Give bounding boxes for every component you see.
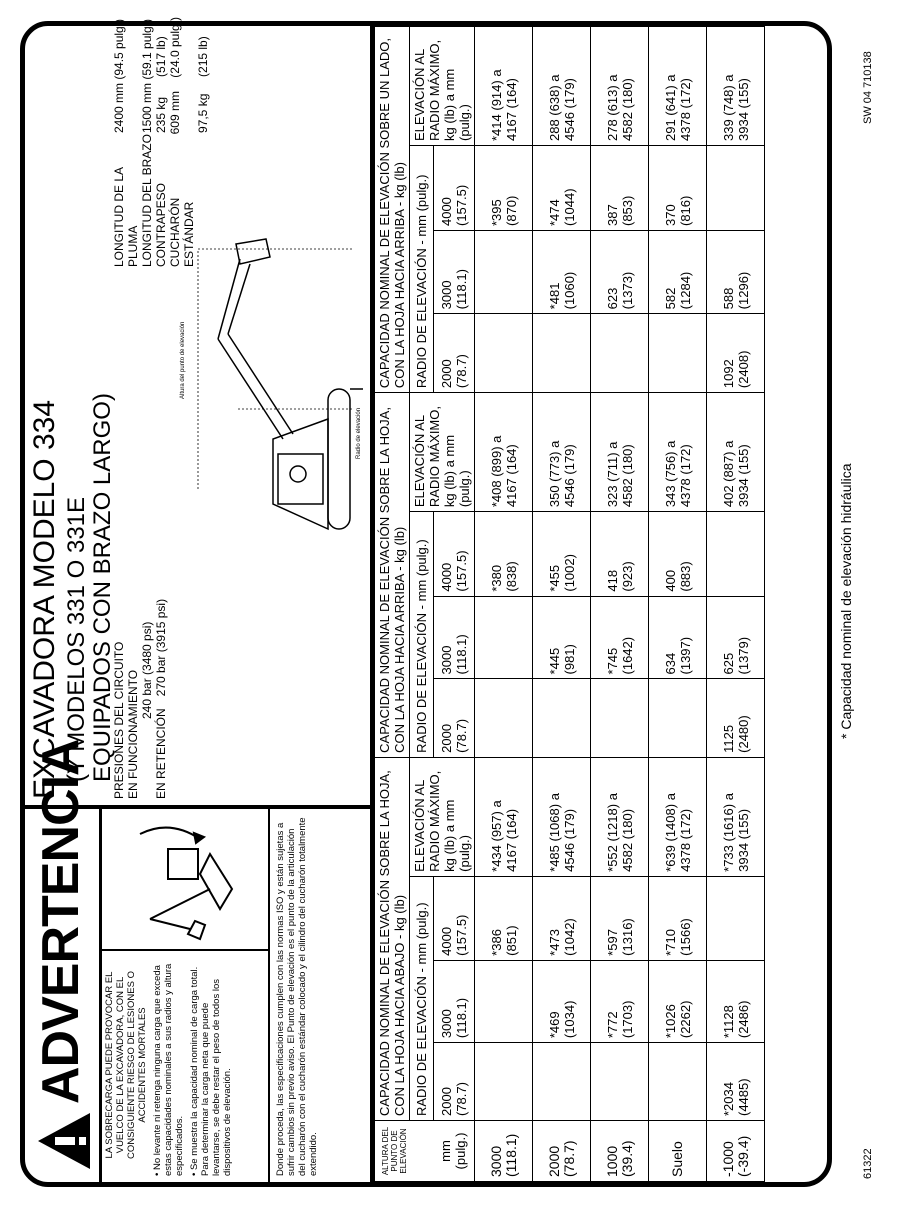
capacity-cell [533, 679, 591, 757]
radius-header: 3000 (118.1) [433, 231, 474, 314]
radius-header: 4000 (157.5) [433, 146, 474, 231]
radius-label-1: RADIO DE ELEVACIÓN - mm (pulg.) [410, 876, 434, 1120]
capacity-cell: 339 (748) a 3934 (155) [707, 27, 765, 146]
capacity-cell [591, 679, 649, 757]
capacity-cell: *395 (870) [475, 146, 533, 231]
height-col-title: ALTURA DEL PUNTO DE ELEVACIÓN mm (pulg.) [375, 1121, 475, 1182]
footnote: * Capacidad nominal de elevación hidráulica [838, 463, 854, 739]
capacity-cell: *710 (1566) [649, 876, 707, 960]
warning-triangle-icon [35, 1110, 93, 1172]
capacity-cell: 625 (1379) [707, 596, 765, 679]
capacity-cell: *386 (851) [475, 876, 533, 960]
radius-label-3: RADIO DE ELEVACIÓN - mm (pulg.) [410, 146, 434, 393]
tipping-excavator-icon [100, 809, 266, 949]
warning-header [25, 739, 102, 1182]
capacity-cell: 400 (883) [649, 512, 707, 597]
capacity-cell: *408 (899) a 4167 (164) [475, 393, 533, 512]
holding-value: 270 bar (3915 psi) [154, 598, 168, 697]
warning-intro: LA SOBRECARGA PUEDE PROVOCAR EL VUELCO DE LA EXCAVADORA, CON EL CONSIGUIENTE RIESGO DE LESIONES O ACCIDENTES MORTALES [104, 971, 148, 1159]
capacity-cell: 370 (816) [649, 146, 707, 231]
group-1-header: CAPACIDAD NOMINAL DE ELEVACIÓN SOBRE LA HOJA, CON LA HOJA HACIA ABAJO - kg (lb) [375, 757, 410, 1120]
capacity-cell [707, 146, 765, 231]
capacity-cell: *380 (838) [475, 512, 533, 597]
spec-label: LONGITUD DE LA PLUMA [112, 167, 140, 267]
operating-value: 240 bar (3480 psi) [140, 621, 154, 719]
capacity-cell: *481 (1060) [533, 231, 591, 314]
spec-value: 2400 mm (94.5 pulg.) [112, 18, 126, 133]
height-cell: 3000 (118.1) [475, 1121, 533, 1182]
capacity-table [374, 26, 765, 1182]
spec-value: 235 kg (517 lb) [154, 36, 168, 133]
capacity-cell: *745 (1642) [591, 596, 649, 679]
title-main: EXCAVADORA MODELO 334 [28, 399, 61, 799]
capacity-cell: *474 (1044) [533, 146, 591, 231]
pressures-label: PRESIONES DEL CIRCUITO [112, 641, 126, 799]
spec-value: 97,5 kg (215 lb) [196, 36, 210, 133]
height-cell: 1000 (39.4) [591, 1121, 649, 1182]
capacity-cell: 323 (711) a 4582 (180) [591, 393, 649, 512]
height-unit: mm (pulg.) [438, 1132, 468, 1170]
radius-label-2: RADIO DE ELEVACIÓN - mm (pulg.) [410, 512, 434, 758]
capacity-cell: 350 (773) a 4546 (179) [533, 393, 591, 512]
capacity-cell [475, 314, 533, 393]
capacity-cell [475, 596, 533, 679]
spec-label: CUCHARÓN ESTÁNDAR [168, 197, 196, 267]
capacity-cell: *469 (1034) [533, 960, 591, 1042]
table-row [475, 27, 533, 1182]
capacity-cell: 402 (887) a 3934 (155) [707, 393, 765, 512]
capacity-cell: *1128 (2486) [707, 960, 765, 1042]
diagram-height-label: Altura del punto de elevación [180, 321, 186, 399]
capacity-cell: 291 (641) a 4378 (172) [649, 27, 707, 146]
spec-value: 1500 mm (59.1 pulg.) [140, 18, 154, 133]
rollover-illustration [100, 807, 270, 951]
capacity-cell: 588 (1296) [707, 231, 765, 314]
spec-value: 609 mm (24.0 pulg.) [168, 17, 182, 135]
radius-header: 4000 (157.5) [433, 876, 474, 960]
title-sub-1: (Y MODELOS 331 O 331E [63, 496, 90, 782]
max-label-3: ELEVACIÓN AL RADIO MÁXIMO, kg (lb) a mm (pulg.) [410, 27, 475, 146]
capacity-cell [533, 314, 591, 393]
warning-bullet-1: • No levante ni retenga ninguna carga que exceda estas capacidades nominales a sus radios y altura especificados. [152, 963, 185, 1176]
capacity-cell: *2034 (4485) [707, 1043, 765, 1121]
radius-header: 2000 (78.7) [433, 1043, 474, 1121]
capacity-cell: *473 (1042) [533, 876, 591, 960]
spec-label [196, 133, 210, 267]
height-cell: 2000 (78.7) [533, 1121, 591, 1182]
capacity-cell [591, 1043, 649, 1121]
capacity-cell: 278 (613) a 4582 (180) [591, 27, 649, 146]
radius-header: 3000 (118.1) [433, 960, 474, 1042]
capacity-cell: *597 (1316) [591, 876, 649, 960]
capacity-cell [649, 314, 707, 393]
capacity-cell [707, 512, 765, 597]
capacity-cell [591, 314, 649, 393]
height-cell: Suelo [649, 1121, 707, 1182]
holding-label: EN RETENCIÓN [154, 708, 168, 799]
capacity-cell [475, 960, 533, 1042]
left-code: 61322 [862, 1148, 874, 1179]
radius-header: 2000 (78.7) [433, 314, 474, 393]
capacity-cell: *772 (1703) [591, 960, 649, 1042]
capacity-cell [707, 876, 765, 960]
capacity-cell [475, 1043, 533, 1121]
capacity-cell: 418 (923) [591, 512, 649, 597]
title-sub-2: EQUIPADOS CON BRAZO LARGO) [89, 393, 116, 782]
capacity-cell [649, 679, 707, 757]
capacity-cell: 387 (853) [591, 146, 649, 231]
capacity-cell: *552 (1218) a 4582 (180) [591, 757, 649, 876]
operating-label: EN FUNCIONAMIENTO [126, 669, 140, 799]
capacity-cell: 343 (756) a 4378 (172) [649, 393, 707, 512]
height-cell: -1000 (-39.4) [707, 1121, 765, 1182]
table-row [707, 27, 765, 1182]
table-row [649, 27, 707, 1182]
capacity-cell: 634 (1397) [649, 596, 707, 679]
capacity-cell [475, 679, 533, 757]
capacity-cell: *414 (914) a 4167 (164) [475, 27, 533, 146]
right-code: SW 04 710138 [862, 51, 874, 124]
table-row [533, 27, 591, 1182]
warning-bullet-2: • Se muestra la capacidad nominal de carga total. Para determinar la carga neta que puede levantarse, se debe restar el peso de todos los dispositivos de elevación. [189, 966, 233, 1176]
pressures-block [112, 539, 168, 799]
capacity-cell: *639 (1408) a 4378 (172) [649, 757, 707, 876]
capacity-cell: *485 (1068) a 4546 (179) [533, 757, 591, 876]
warning-title: ADVERTENCIA [32, 739, 90, 1104]
spec-list [112, 17, 210, 267]
capacity-cell: *434 (957) a 4167 (164) [475, 757, 533, 876]
capacity-cell: 623 (1373) [591, 231, 649, 314]
warning-text-block [104, 954, 233, 1176]
table-row [591, 27, 649, 1182]
max-label-2: ELEVACIÓN AL RADIO MÁXIMO, kg (lb) a mm (pulg.) [410, 393, 475, 512]
capacity-cell: 288 (638) a 4546 (179) [533, 27, 591, 146]
diagram-radius-label: Radio de elevación [356, 407, 362, 459]
spec-label: LONGITUD DEL BRAZO [140, 134, 154, 267]
capacity-cell: *733 (1616) a 3934 (155) [707, 757, 765, 876]
group-3-header: CAPACIDAD NOMINAL DE ELEVACIÓN SOBRE UN LADO, CON LA HOJA HACIA ARRIBA - kg (lb) [375, 27, 410, 393]
radius-header: 4000 (157.5) [433, 512, 474, 597]
radius-header: 2000 (78.7) [433, 679, 474, 757]
capacity-cell: *1026 (2262) [649, 960, 707, 1042]
radius-header: 3000 (118.1) [433, 596, 474, 679]
spec-note: Donde proceda, las especificaciones cumplen con las normas ISO y están sujetas a sufrir cambios sin previo aviso. El Punto de elevación es el punto de la articulación del cucharón con el cucharón estándar colocado y el cilindro del cucharón totalmente extendido. [275, 817, 319, 1176]
capacity-cell [649, 1043, 707, 1121]
capacity-cell: 582 (1284) [649, 231, 707, 314]
capacity-cell [475, 231, 533, 314]
capacity-cell [533, 1043, 591, 1121]
max-label-1: ELEVACIÓN AL RADIO MÁXIMO, kg (lb) a mm (pulg.) [410, 757, 475, 876]
group-2-header: CAPACIDAD NOMINAL DE ELEVACIÓN SOBRE LA HOJA, CON LA HOJA HACIA ARRIBA - kg (lb) [375, 393, 410, 758]
spec-label: CONTRAPESO [154, 182, 168, 267]
capacity-cell: *455 (1002) [533, 512, 591, 597]
capacity-cell: *445 (981) [533, 596, 591, 679]
capacity-cell: 1092 (2408) [707, 314, 765, 393]
capacity-cell: 1125 (2480) [707, 679, 765, 757]
